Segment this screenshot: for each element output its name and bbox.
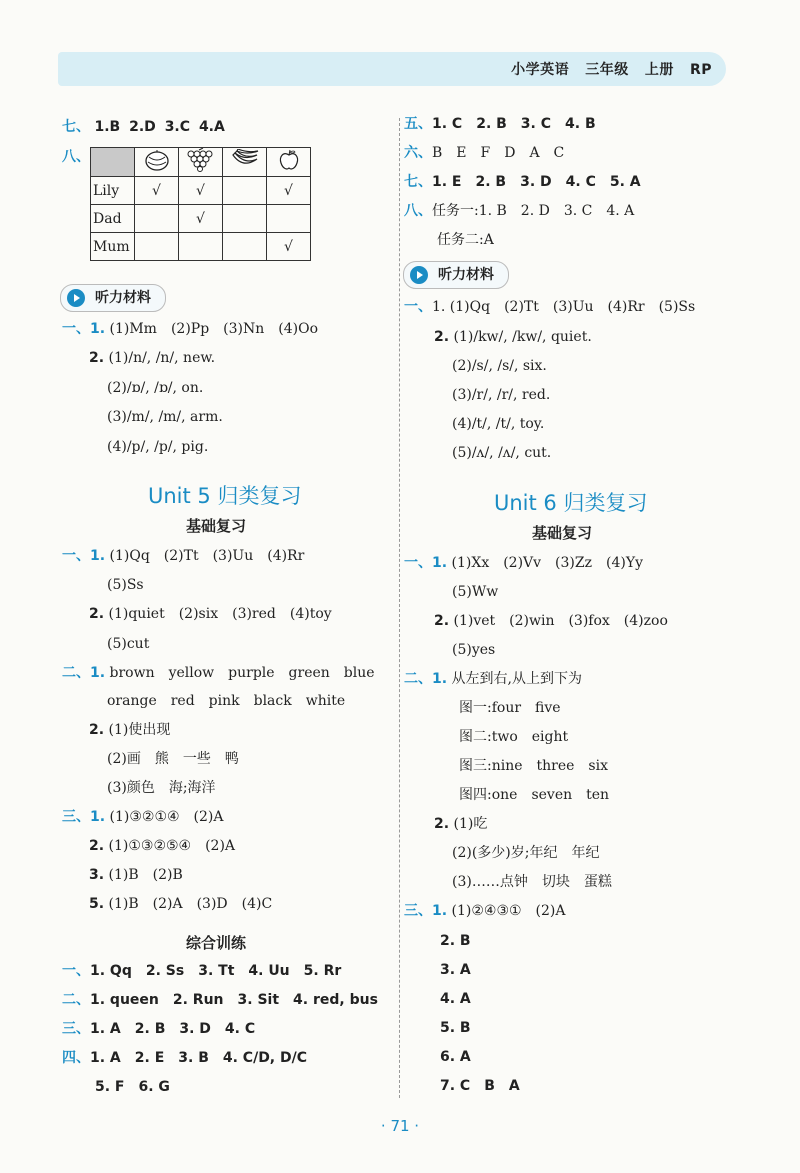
left-q7 xyxy=(62,117,225,137)
item-text: (1)吃 xyxy=(453,816,488,832)
u6-c3: 3. A xyxy=(440,962,471,978)
row-name: Mum xyxy=(91,233,135,261)
table-corner xyxy=(91,148,135,177)
fruit-table xyxy=(90,147,311,261)
u5-c4 xyxy=(89,894,272,914)
page-header xyxy=(58,52,726,86)
item-text: (1)/kw/, /kw/, quiet. xyxy=(453,329,592,345)
bananas-icon xyxy=(223,148,267,177)
play-icon xyxy=(410,266,428,284)
check-cell: √ xyxy=(135,177,179,205)
r-q6 xyxy=(404,143,564,163)
item-prefix: 2. xyxy=(434,329,450,345)
unit6-title: Unit 6 归类复习 xyxy=(494,491,648,515)
item-text: (1)使出现 xyxy=(108,722,171,738)
item-prefix: 三、 xyxy=(62,1021,90,1037)
check-cell: √ xyxy=(179,205,223,233)
check-cell xyxy=(223,177,267,205)
row-name: Lily xyxy=(91,177,135,205)
table-row xyxy=(91,177,311,205)
u5-a1 xyxy=(62,546,304,566)
u5-a4: (5)cut xyxy=(107,636,150,652)
u6-b7: (2)(多少)岁;年纪 年纪 xyxy=(452,845,600,861)
left-listening-2 xyxy=(89,348,215,368)
item-prefix: 三、1. xyxy=(62,809,106,825)
grapes-icon xyxy=(179,148,223,177)
item-prefix: 5. xyxy=(89,896,105,912)
unit5-training-title: 综合训练 xyxy=(186,934,247,952)
item-text: 1. A 2. B 3. D 4. C xyxy=(90,1021,256,1037)
u5-t3 xyxy=(62,1019,255,1039)
right-listening-6: (5)/ʌ/, /ʌ/, cut. xyxy=(452,445,552,461)
u5-b5: (3)颜色 海;海洋 xyxy=(107,780,216,796)
u5-c2 xyxy=(89,836,235,856)
item-prefix: 3. xyxy=(89,867,105,883)
u6-a2: (5)Ww xyxy=(452,584,499,600)
q8-label: 八、 xyxy=(62,149,90,165)
item-prefix: 2. xyxy=(434,613,450,629)
item-text: (1)Xx (2)Vv (3)Zz (4)Yy xyxy=(451,555,643,571)
r-q8-task2: 任务二:A xyxy=(437,232,494,248)
row-name: Dad xyxy=(91,205,135,233)
item-prefix: 二、1. xyxy=(62,665,106,681)
item-text: 1. E 2. B 3. D 4. C 5. A xyxy=(432,174,641,190)
u5-t5: 5. F 6. G xyxy=(95,1079,170,1095)
item-prefix: 一、1. xyxy=(62,321,106,337)
item-prefix: 一、1. xyxy=(62,548,106,564)
right-listening-3: (2)/s/, /s/, six. xyxy=(452,358,547,374)
column-divider xyxy=(399,118,400,1098)
u6-b5: 图四:one seven ten xyxy=(459,787,610,803)
item-prefix: 2. xyxy=(89,350,105,366)
check-cell xyxy=(223,205,267,233)
left-listening-4: (3)/m/, /m/, arm. xyxy=(107,409,223,425)
table-row xyxy=(91,205,311,233)
page-number: · 71 · xyxy=(380,1117,420,1135)
item-prefix: 二、1. xyxy=(404,671,448,687)
r-q8 xyxy=(404,201,634,221)
item-text: brown yellow purple green blue xyxy=(109,665,375,681)
header-term: 上册 xyxy=(644,62,674,78)
u5-b2: orange red pink black white xyxy=(107,693,346,709)
check-cell xyxy=(135,233,179,261)
u5-a2: (5)Ss xyxy=(107,577,144,593)
r-q5 xyxy=(404,114,596,134)
r-q7 xyxy=(404,172,641,192)
u5-a3 xyxy=(89,604,332,624)
u6-a3 xyxy=(434,611,668,631)
item-text: (1)③②①④ (2)A xyxy=(109,809,224,825)
q7-item: 3.C xyxy=(164,119,191,135)
header-subject: 小学英语 xyxy=(511,62,570,78)
check-cell: √ xyxy=(267,233,311,261)
u5-t4 xyxy=(62,1048,307,1068)
u6-b1 xyxy=(404,669,582,689)
header-title xyxy=(511,59,712,79)
right-listening-4: (3)/r/, /r/, red. xyxy=(452,387,551,403)
item-prefix: 四、 xyxy=(62,1050,90,1066)
item-text: 1. A 2. E 3. B 4. C/D, D/C xyxy=(90,1050,308,1066)
left-listening-1 xyxy=(62,319,318,339)
u6-c2: 2. B xyxy=(440,933,471,949)
u5-c1 xyxy=(62,807,224,827)
item-text: 1. C 2. B 3. C 4. B xyxy=(432,116,596,132)
right-listening-2 xyxy=(434,327,592,347)
unit5-title: Unit 5 归类复习 xyxy=(148,484,302,508)
u6-c1 xyxy=(404,901,566,921)
check-cell xyxy=(135,205,179,233)
item-prefix: 三、1. xyxy=(404,903,448,919)
u6-b3: 图二:two eight xyxy=(459,729,569,745)
item-text: 任务一:1. B 2. D 3. C 4. A xyxy=(432,203,635,219)
u6-c4: 4. A xyxy=(440,991,471,1007)
item-prefix: 八、 xyxy=(404,203,432,219)
unit5-basic-title: 基础复习 xyxy=(186,517,247,535)
q7-item: 4.A xyxy=(198,119,225,135)
listening-badge-right xyxy=(403,261,509,289)
item-text: 从左到右,从上到下为 xyxy=(451,671,582,687)
left-listening-5: (4)/p/, /p/, pig. xyxy=(107,439,209,455)
u5-b4: (2)画 熊 一些 鸭 xyxy=(107,751,239,767)
listening-title: 听力材料 xyxy=(95,290,151,306)
item-text: (1)①③②⑤④ (2)A xyxy=(108,838,236,854)
item-text: (1)B (2)A (3)D (4)C xyxy=(108,896,273,912)
play-icon xyxy=(67,289,85,307)
u6-c6: 6. A xyxy=(440,1049,471,1065)
item-text: B E F D A C xyxy=(432,145,565,161)
header-edition: RP xyxy=(689,62,712,78)
left-listening-3: (2)/ɒ/, /ɒ/, on. xyxy=(107,380,204,396)
q7-label: 七、 xyxy=(62,119,90,135)
check-cell xyxy=(267,205,311,233)
u6-a1 xyxy=(404,553,643,573)
u6-a4: (5)yes xyxy=(452,642,496,658)
item-text: (1)/n/, /n/, new. xyxy=(108,350,216,366)
apple-icon xyxy=(267,148,311,177)
item-prefix: 一、1. xyxy=(404,555,448,571)
check-cell xyxy=(223,233,267,261)
u5-t1 xyxy=(62,961,341,981)
item-text: (1)Mm (2)Pp (3)Nn (4)Oo xyxy=(109,321,319,337)
u6-b4: 图三:nine three six xyxy=(459,758,608,774)
item-text: 1. queen 2. Run 3. Sit 4. red, bus xyxy=(90,992,378,1008)
item-text: 1. (1)Qq (2)Tt (3)Uu (4)Rr (5)Ss xyxy=(432,299,696,315)
table-row xyxy=(91,233,311,261)
item-prefix: 2. xyxy=(89,838,105,854)
u6-b6 xyxy=(434,814,487,834)
listening-title: 听力材料 xyxy=(438,267,494,283)
u5-b1 xyxy=(62,663,375,683)
item-text: (1)Qq (2)Tt (3)Uu (4)Rr xyxy=(109,548,305,564)
item-prefix: 七、 xyxy=(404,174,432,190)
u6-b2: 图一:four five xyxy=(459,700,561,716)
u6-c5: 5. B xyxy=(440,1020,471,1036)
u5-b3 xyxy=(89,720,170,740)
item-text: 1. Qq 2. Ss 3. Tt 4. Uu 5. Rr xyxy=(90,963,342,979)
item-prefix: 2. xyxy=(89,606,105,622)
u5-t2 xyxy=(62,990,378,1010)
u6-b8: (3)……点钟 切块 蛋糕 xyxy=(452,874,612,890)
right-listening-5: (4)/t/, /t/, toy. xyxy=(452,416,545,432)
item-prefix: 一、 xyxy=(404,299,432,315)
item-text: (1)vet (2)win (3)fox (4)zoo xyxy=(453,613,668,629)
item-prefix: 2. xyxy=(89,722,105,738)
q7-item: 2.D xyxy=(129,119,156,135)
q7-item: 1.B xyxy=(94,119,121,135)
item-prefix: 五、 xyxy=(404,116,432,132)
unit6-basic-title: 基础复习 xyxy=(532,524,593,542)
check-cell xyxy=(179,233,223,261)
listening-badge-left xyxy=(60,284,166,312)
item-text: (1)②④③① (2)A xyxy=(451,903,566,919)
item-text: (1)quiet (2)six (3)red (4)toy xyxy=(108,606,332,622)
item-prefix: 一、 xyxy=(62,963,90,979)
u6-c7: 7. C B A xyxy=(440,1078,520,1094)
item-prefix: 六、 xyxy=(404,145,432,161)
right-listening-1 xyxy=(404,297,695,317)
item-prefix: 2. xyxy=(434,816,450,832)
item-text: (1)B (2)B xyxy=(108,867,183,883)
item-prefix: 二、 xyxy=(62,992,90,1008)
watermelon-icon xyxy=(135,148,179,177)
u5-c3 xyxy=(89,865,183,885)
header-grade: 三年级 xyxy=(585,62,629,78)
check-cell: √ xyxy=(267,177,311,205)
check-cell: √ xyxy=(179,177,223,205)
